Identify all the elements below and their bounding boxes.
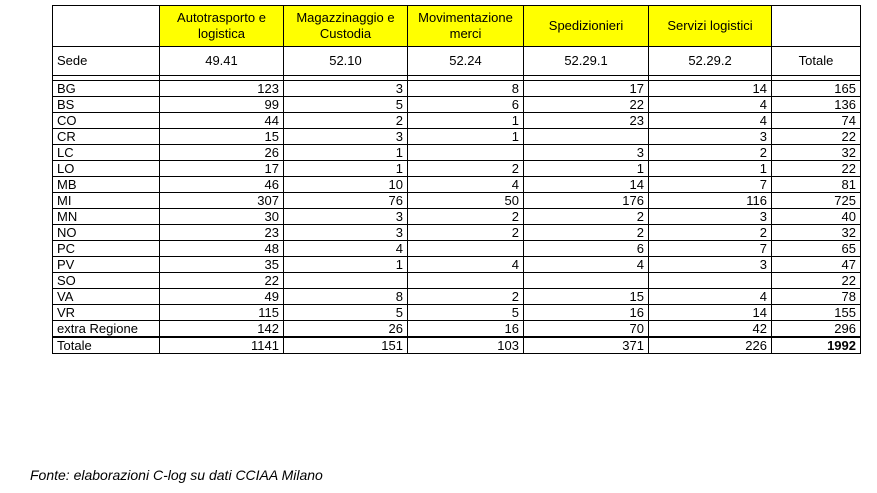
value-cell: 16 [524,305,649,321]
value-cell: 1 [524,161,649,177]
value-cell: 76 [284,193,408,209]
value-cell: 49 [160,289,284,305]
value-cell: 3 [524,145,649,161]
header-servizi-logistici: Servizi logistici [649,6,772,47]
value-cell: 142 [160,321,284,338]
value-cell: 10 [284,177,408,193]
value-cell: 115 [160,305,284,321]
value-cell: 3 [649,209,772,225]
value-cell: 1 [284,257,408,273]
value-cell: 17 [160,161,284,177]
value-cell: 2 [284,113,408,129]
value-cell: 6 [408,97,524,113]
value-cell: 15 [160,129,284,145]
total-cell: 103 [408,337,524,354]
value-cell: 7 [649,177,772,193]
value-cell: 50 [408,193,524,209]
table-row [53,161,861,177]
table-row [53,177,861,193]
header-corner-cell [53,6,160,47]
sede-cell: CR [53,129,160,145]
value-cell: 4 [649,289,772,305]
value-cell: 4 [649,97,772,113]
row-total-cell: 32 [772,145,861,161]
table-row [53,321,861,338]
table-row [53,241,861,257]
value-cell: 2 [408,225,524,241]
table-row [53,81,861,97]
value-cell: 26 [284,321,408,338]
value-cell: 4 [524,257,649,273]
value-cell: 15 [524,289,649,305]
table-row [53,305,861,321]
row-total-cell: 81 [772,177,861,193]
sede-cell: SO [53,273,160,289]
value-cell: 116 [649,193,772,209]
value-cell: 46 [160,177,284,193]
value-cell: 8 [408,81,524,97]
value-cell: 4 [649,113,772,129]
totale-column-label: Totale [772,47,861,76]
value-cell: 26 [160,145,284,161]
totals-row [53,337,861,354]
source-note: Fonte: elaborazioni C-log su dati CCIAA Milano [30,467,323,483]
row-total-cell: 40 [772,209,861,225]
value-cell: 3 [649,257,772,273]
value-cell: 99 [160,97,284,113]
value-cell [408,273,524,289]
row-total-cell: 32 [772,225,861,241]
ateco-code: 52.10 [284,47,408,76]
sede-cell: VR [53,305,160,321]
sede-cell: BG [53,81,160,97]
value-cell: 17 [524,81,649,97]
table-row [53,289,861,305]
value-cell [524,129,649,145]
logistics-table [52,5,861,354]
sede-cell: BS [53,97,160,113]
table-row [53,257,861,273]
row-total-cell: 74 [772,113,861,129]
value-cell: 307 [160,193,284,209]
row-total-cell: 136 [772,97,861,113]
value-cell: 23 [524,113,649,129]
value-cell: 48 [160,241,284,257]
value-cell: 22 [160,273,284,289]
sede-cell: NO [53,225,160,241]
ateco-code: 49.41 [160,47,284,76]
value-cell: 14 [524,177,649,193]
total-cell: 1141 [160,337,284,354]
value-cell: 42 [649,321,772,338]
value-cell: 5 [408,305,524,321]
value-cell: 123 [160,81,284,97]
value-cell: 7 [649,241,772,257]
value-cell: 23 [160,225,284,241]
value-cell: 176 [524,193,649,209]
value-cell: 3 [284,81,408,97]
value-cell: 2 [408,209,524,225]
row-total-cell: 22 [772,161,861,177]
header-spedizionieri: Spedizionieri [524,6,649,47]
value-cell: 2 [649,145,772,161]
value-cell: 14 [649,305,772,321]
value-cell [408,145,524,161]
header-movimentazione: Movimentazione merci [408,6,524,47]
row-total-cell: 65 [772,241,861,257]
value-cell: 4 [284,241,408,257]
value-cell: 1 [649,161,772,177]
ateco-code: 52.29.1 [524,47,649,76]
row-total-cell: 296 [772,321,861,338]
sede-cell: LC [53,145,160,161]
value-cell: 70 [524,321,649,338]
table-row [53,129,861,145]
value-cell: 1 [284,161,408,177]
sede-cell: VA [53,289,160,305]
value-cell: 1 [408,113,524,129]
value-cell [524,273,649,289]
value-cell: 2 [524,209,649,225]
sede-cell: CO [53,113,160,129]
table-row [53,145,861,161]
value-cell [649,273,772,289]
value-cell: 35 [160,257,284,273]
sede-cell: extra Regione [53,321,160,338]
value-cell: 8 [284,289,408,305]
row-total-cell: 22 [772,129,861,145]
value-cell: 3 [649,129,772,145]
value-cell [284,273,408,289]
value-cell: 44 [160,113,284,129]
sede-cell: MI [53,193,160,209]
sede-cell: PV [53,257,160,273]
sede-cell: MN [53,209,160,225]
sede-cell: PC [53,241,160,257]
table-row [53,273,861,289]
table-body [53,81,861,338]
ateco-code-row [53,47,861,76]
value-cell: 6 [524,241,649,257]
grand-total: 1992 [772,337,861,354]
value-cell: 14 [649,81,772,97]
header-autotrasporto: Autotrasporto e logistica [160,6,284,47]
value-cell: 2 [649,225,772,241]
value-cell: 3 [284,209,408,225]
row-total-cell: 725 [772,193,861,209]
value-cell: 5 [284,305,408,321]
value-cell: 1 [408,129,524,145]
table-row [53,209,861,225]
value-cell: 2 [408,161,524,177]
value-cell: 4 [408,177,524,193]
value-cell: 1 [284,145,408,161]
table-row [53,193,861,209]
value-cell: 5 [284,97,408,113]
total-cell: 371 [524,337,649,354]
ateco-code: 52.24 [408,47,524,76]
row-total-cell: 78 [772,289,861,305]
row-total-cell: 22 [772,273,861,289]
sede-cell: LO [53,161,160,177]
value-cell: 3 [284,225,408,241]
header-magazzinaggio: Magazzinaggio e Custodia [284,6,408,47]
value-cell: 30 [160,209,284,225]
row-total-cell: 155 [772,305,861,321]
header-total-blank [772,6,861,47]
table-row [53,113,861,129]
totals-label: Totale [53,337,160,354]
value-cell: 22 [524,97,649,113]
value-cell: 2 [524,225,649,241]
sector-header-row [53,6,861,47]
table-row [53,97,861,113]
total-cell: 226 [649,337,772,354]
table-row [53,225,861,241]
value-cell: 4 [408,257,524,273]
row-total-cell: 47 [772,257,861,273]
value-cell: 2 [408,289,524,305]
total-cell: 151 [284,337,408,354]
value-cell [408,241,524,257]
sede-cell: MB [53,177,160,193]
value-cell: 3 [284,129,408,145]
ateco-code: 52.29.2 [649,47,772,76]
sede-label: Sede [53,47,160,76]
row-total-cell: 165 [772,81,861,97]
value-cell: 16 [408,321,524,338]
